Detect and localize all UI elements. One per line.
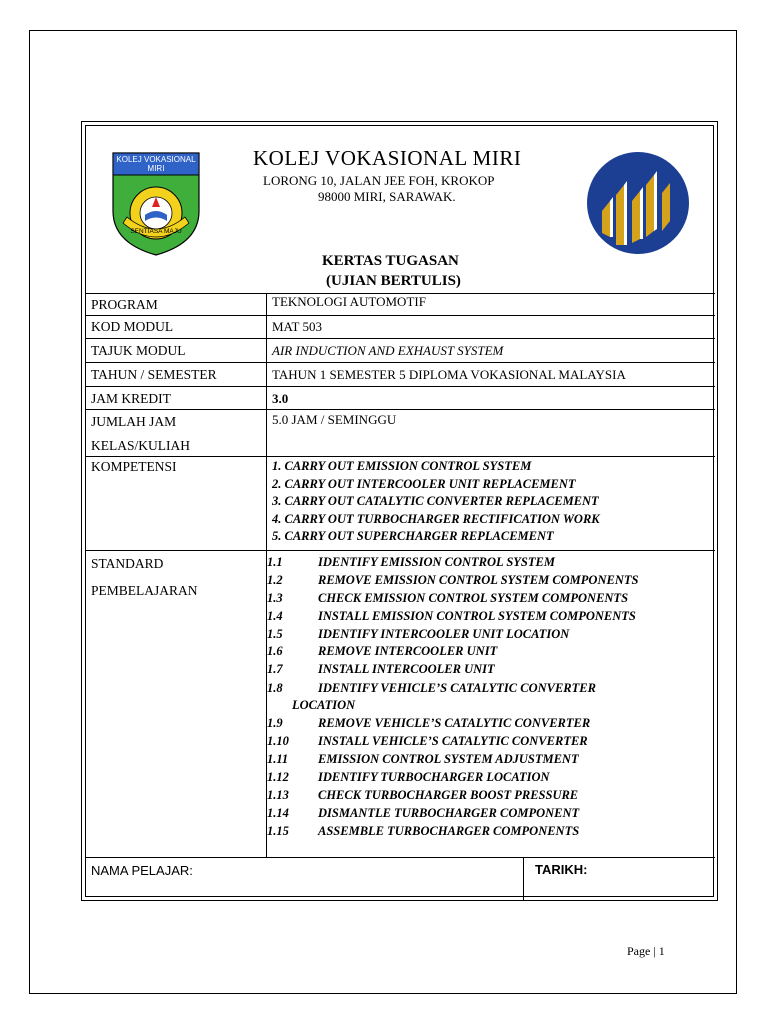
kompetensi-item: 1. CARRY OUT EMISSION CONTROL SYSTEM [272, 459, 532, 473]
program-value: TEKNOLOGI AUTOMOTIF [272, 294, 426, 309]
kod-modul-value: MAT 503 [272, 319, 322, 334]
standard-item-text: DISMANTLE TURBOCHARGER COMPONENT [318, 806, 580, 820]
standard-item-number: 1.13 [267, 788, 289, 802]
standard-item-number: 1.8 [267, 681, 283, 695]
standard-item-text: INSTALL VEHICLE’S CATALYTIC CONVERTER [318, 734, 588, 748]
standard-item-text: REMOVE INTERCOOLER UNIT [318, 644, 498, 658]
tahun-semester-value: TAHUN 1 SEMESTER 5 DIPLOMA VOKASIONAL MALAYSIA [272, 367, 626, 382]
standard-item-text: INSTALL EMISSION CONTROL SYSTEM COMPONENTS [318, 609, 636, 623]
kompetensi-item: 4. CARRY OUT TURBOCHARGER RECTIFICATION WORK [272, 512, 600, 526]
crest-banner-text: KOLEJ VOKASIONAL [116, 155, 196, 164]
standard-item-text: INSTALL INTERCOOLER UNIT [318, 662, 495, 676]
pembelajaran-label: PEMBELAJARAN [91, 583, 198, 598]
ministry-logo [586, 151, 691, 256]
tajuk-modul-label: TAJUK MODUL [91, 343, 186, 358]
program-label: PROGRAM [91, 297, 158, 312]
standard-label: STANDARD [91, 556, 164, 571]
address-line-1: LORONG 10, JALAN JEE FOH, KROKOP [263, 173, 495, 188]
row-kompetensi [86, 457, 715, 551]
row-standard-pembelajaran [86, 551, 715, 858]
form-table [85, 125, 714, 897]
standard-item-number: 1.3 [267, 591, 283, 605]
standard-item-number: 1.7 [267, 662, 283, 676]
jumlah-jam-label: JUMLAH JAM [91, 414, 177, 429]
standard-item-number: 1.1 [267, 555, 283, 569]
standard-item-text: CHECK TURBOCHARGER BOOST PRESSURE [318, 788, 579, 802]
kompetensi-item: 3. CARRY OUT CATALYTIC CONVERTER REPLACEMENT [272, 494, 599, 508]
tajuk-modul-value: AIR INDUCTION AND EXHAUST SYSTEM [272, 343, 504, 358]
kelas-kuliah-label: KELAS/KULIAH [91, 438, 190, 453]
standard-item-text: IDENTIFY TURBOCHARGER LOCATION [318, 770, 550, 784]
page-number: Page | 1 [627, 944, 665, 958]
kod-modul-label: KOD MODUL [91, 319, 174, 334]
form-header [86, 126, 715, 294]
standard-item-text: IDENTIFY EMISSION CONTROL SYSTEM [318, 555, 555, 569]
standard-item-text: REMOVE EMISSION CONTROL SYSTEM COMPONENTS [318, 573, 639, 587]
college-crest-logo [111, 151, 201, 257]
student-name-field-label: NAMA PELAJAR: [91, 863, 193, 878]
paper-title: KERTAS TUGASAN [322, 253, 459, 269]
row-kod-modul [86, 316, 715, 339]
standard-item-number: 1.9 [267, 716, 283, 730]
jam-kredit-value: 3.0 [272, 391, 289, 406]
kompetensi-item: 2. CARRY OUT INTERCOOLER UNIT REPLACEMENT [272, 477, 576, 491]
standard-item-number: 1.6 [267, 644, 283, 658]
standard-item-number: 1.2 [267, 573, 283, 587]
standard-item-number: 1.5 [267, 627, 283, 641]
footer-row-divider [523, 858, 524, 900]
standard-item-number: 1.15 [267, 824, 289, 838]
standard-item-text: CHECK EMISSION CONTROL SYSTEM COMPONENTS [318, 591, 629, 605]
standard-item-text: REMOVE VEHICLE’S CATALYTIC CONVERTER [318, 716, 591, 730]
jam-kredit-label: JAM KREDIT [91, 391, 171, 406]
standard-item-number: 1.14 [267, 806, 289, 820]
kompetensi-label: KOMPETENSI [91, 459, 177, 474]
jumlah-jam-value: 5.0 JAM / SEMINGGU [272, 412, 397, 427]
standard-item-text: ASSEMBLE TURBOCHARGER COMPONENTS [318, 824, 580, 838]
paper-subtitle: (UJIAN BERTULIS) [326, 273, 461, 289]
date-field-label: TARIKH: [535, 862, 588, 877]
tahun-semester-label: TAHUN / SEMESTER [91, 367, 217, 382]
standard-item-text: IDENTIFY VEHICLE’S CATALYTIC CONVERTER [318, 681, 596, 695]
standard-item-number: 1.11 [267, 752, 289, 766]
kompetensi-item: 5. CARRY OUT SUPERCHARGER REPLACEMENT [272, 529, 554, 543]
college-name: KOLEJ VOKASIONAL MIRI [253, 146, 522, 170]
row-jam-kredit [86, 387, 715, 410]
standard-item-text: EMISSION CONTROL SYSTEM ADJUSTMENT [318, 752, 579, 766]
row-tahun-semester [86, 363, 715, 387]
document-form [81, 121, 718, 901]
crest-banner-text-2: MIRI [147, 164, 165, 173]
standard-item-number: 1.12 [267, 770, 289, 784]
standard-item-number: 1.4 [267, 609, 283, 623]
standard-item-text: IDENTIFY INTERCOOLER UNIT LOCATION [318, 627, 570, 641]
standard-item-number: 1.10 [267, 734, 289, 748]
row-program [86, 293, 715, 316]
row-jumlah-jam [86, 410, 715, 457]
row-tajuk-modul [86, 339, 715, 363]
address-line-2: 98000 MIRI, SARAWAK. [318, 189, 456, 204]
standard-item-text-continued: LOCATION [292, 698, 356, 712]
crest-motto: SENTIASA MAJU [130, 228, 182, 235]
